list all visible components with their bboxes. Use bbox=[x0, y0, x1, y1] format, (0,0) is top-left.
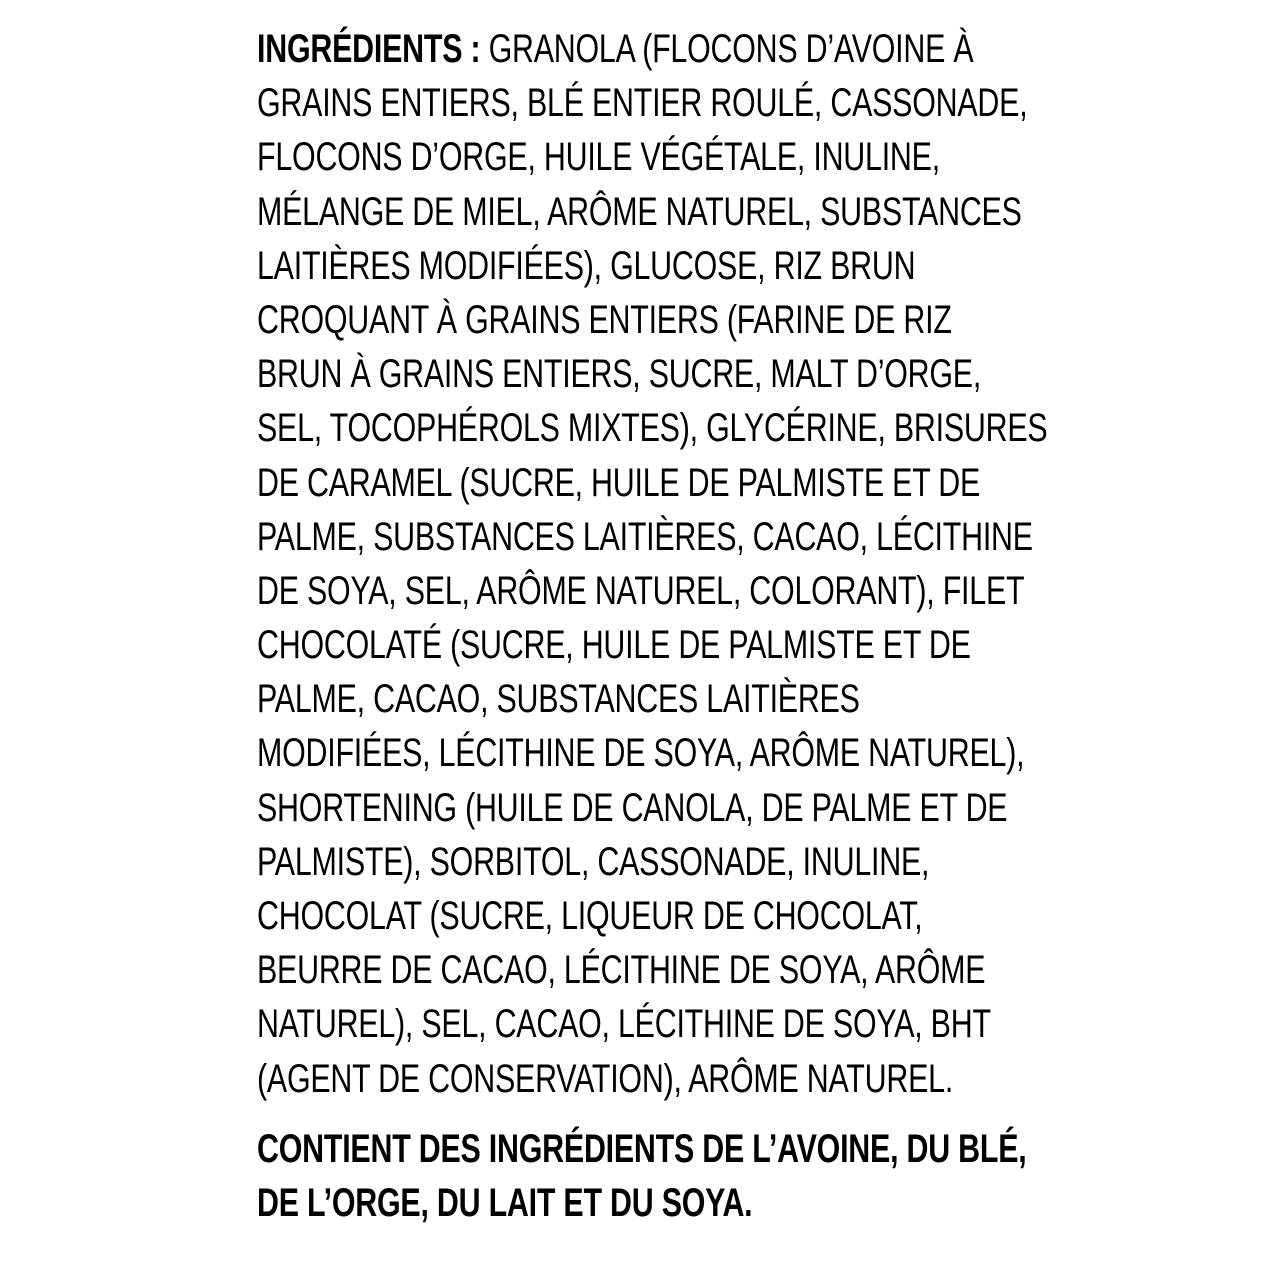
ingredients-line: PALME, SUBSTANCES LAITIÈRES, CACAO, LÉCITHINE bbox=[257, 514, 1033, 559]
ingredients-line: SEL, TOCOPHÉROLS MIXTES), GLYCÉRINE, BRISURES bbox=[257, 406, 1048, 451]
ingredients-line: PALMISTE), SORBITOL, CASSONADE, INULINE, bbox=[257, 839, 930, 884]
ingredients-line: DE CARAMEL (SUCRE, HUILE DE PALMISTE ET DE bbox=[257, 460, 980, 505]
ingredients-line: SHORTENING (HUILE DE CANOLA, DE PALME ET DE bbox=[257, 785, 1008, 830]
allergen-line: CONTIENT DES INGRÉDIENTS DE L’AVOINE, DU BLÉ, bbox=[257, 1126, 1027, 1171]
ingredients-line: CHOCOLATÉ (SUCRE, HUILE DE PALMISTE ET DE bbox=[257, 623, 971, 668]
allergen-statement bbox=[257, 1122, 1057, 1230]
ingredients-line: (AGENT DE CONSERVATION), ARÔME NATUREL. bbox=[257, 1056, 954, 1101]
ingredients-line: DE SOYA, SEL, ARÔME NATUREL, COLORANT), FILET bbox=[257, 568, 1025, 613]
ingredients-line: FLOCONS D’ORGE, HUILE VÉGÉTALE, INULINE, bbox=[257, 135, 940, 180]
ingredients-line: PALME, CACAO, SUBSTANCES LAITIÈRES bbox=[257, 677, 860, 722]
ingredients-line: MODIFIÉES, LÉCITHINE DE SOYA, ARÔME NATUREL), bbox=[257, 731, 1025, 776]
ingredients-line: CROQUANT À GRAINS ENTIERS (FARINE DE RIZ bbox=[257, 297, 952, 342]
ingredients-heading: INGRÉDIENTS : bbox=[257, 27, 481, 71]
ingredients-paragraph bbox=[257, 22, 1057, 1106]
ingredients-line: BRUN À GRAINS ENTIERS, SUCRE, MALT D’ORGE, bbox=[257, 352, 982, 397]
ingredients-line: CHOCOLAT (SUCRE, LIQUEUR DE CHOCOLAT, bbox=[257, 894, 923, 938]
ingredients-line: GRAINS ENTIERS, BLÉ ENTIER ROULÉ, CASSONADE, bbox=[257, 81, 1028, 126]
ingredient-label bbox=[257, 22, 1057, 1230]
ingredients-first-line-text: GRANOLA (FLOCONS D’AVOINE À bbox=[480, 27, 974, 71]
ingredients-line bbox=[257, 22, 974, 76]
ingredients-line: BEURRE DE CACAO, LÉCITHINE DE SOYA, ARÔME bbox=[257, 948, 986, 993]
ingredients-line: MÉLANGE DE MIEL, ARÔME NATUREL, SUBSTANCES bbox=[257, 189, 1022, 234]
allergen-line: DE L’ORGE, DU LAIT ET DU SOYA. bbox=[257, 1180, 753, 1225]
ingredients-line: NATUREL), SEL, CACAO, LÉCITHINE DE SOYA, BHT bbox=[257, 1002, 991, 1047]
ingredients-line: LAITIÈRES MODIFIÉES), GLUCOSE, RIZ BRUN bbox=[257, 243, 916, 288]
